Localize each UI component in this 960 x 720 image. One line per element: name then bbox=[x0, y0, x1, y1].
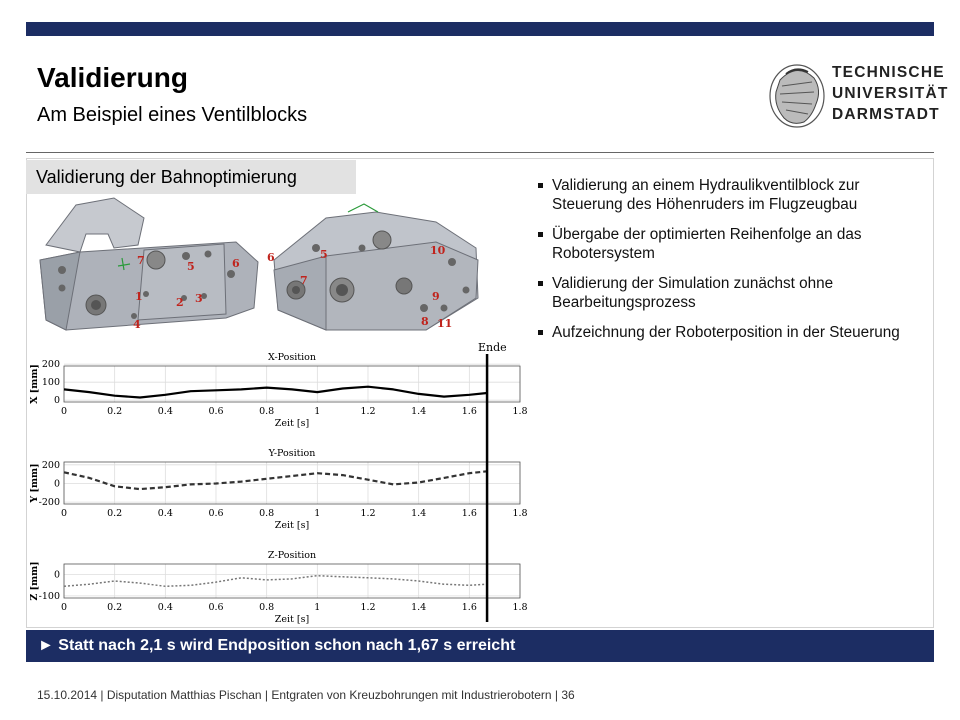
series-line bbox=[64, 471, 487, 489]
x-tick-label: 1.6 bbox=[461, 406, 477, 417]
x-tick-label: 1.4 bbox=[411, 602, 427, 613]
end-label: Ende bbox=[478, 341, 507, 354]
x-tick-label: 1 bbox=[314, 406, 321, 417]
x-tick-label: 1.8 bbox=[512, 602, 528, 613]
series-line bbox=[64, 387, 487, 398]
hole-number: 3 bbox=[195, 292, 203, 305]
university-name bbox=[832, 62, 949, 125]
university-logo bbox=[766, 60, 949, 130]
x-tick-label: 0 bbox=[60, 508, 68, 519]
x-tick-label: 0.8 bbox=[259, 406, 275, 417]
hole-number: 2 bbox=[176, 296, 184, 309]
hole-number: 11 bbox=[437, 317, 453, 330]
x-tick-label: 0.6 bbox=[208, 508, 224, 519]
university-name-line-1: TECHNISCHE bbox=[832, 64, 945, 81]
x-tick-label: 0.6 bbox=[208, 406, 224, 417]
y-position-plot bbox=[29, 448, 528, 531]
x-tick-label: 0.4 bbox=[157, 602, 173, 613]
plot-title: X-Position bbox=[268, 352, 316, 363]
y-tick-label: 200 bbox=[41, 359, 60, 371]
z-position-plot bbox=[29, 550, 528, 625]
y-axis-label: Y [mm] bbox=[29, 463, 40, 503]
bullet-item: Validierung der Simulation zunächst ohne Bearbeitungsprozess bbox=[534, 274, 934, 312]
x-tick-label: 1.4 bbox=[411, 406, 427, 417]
bullet-item: Validierung an einem Hydraulikventilblock zur Steuerung des Höhenruders im Flugzeugbau bbox=[534, 176, 934, 214]
y-axis-label: X [mm] bbox=[29, 364, 40, 404]
bullet-list bbox=[534, 176, 934, 353]
y-tick-label: 0 bbox=[53, 478, 60, 490]
bullet-item: Übergabe der optimierten Reihenfolge an das Robotersystem bbox=[534, 225, 934, 263]
x-tick-label: 1.2 bbox=[360, 406, 376, 417]
x-tick-label: 0.2 bbox=[107, 406, 123, 417]
x-tick-label: 1 bbox=[314, 508, 321, 519]
bullet-item: Aufzeichnung der Roboterposition in der Steuerung bbox=[534, 323, 934, 342]
x-axis-label: Zeit [s] bbox=[274, 520, 310, 531]
athena-head-icon bbox=[766, 60, 828, 130]
plot-frame bbox=[64, 462, 520, 504]
hole-number: 1 bbox=[135, 290, 143, 303]
x-tick-label: 0.2 bbox=[107, 602, 123, 613]
hole-number: 7 bbox=[300, 274, 308, 287]
hole-number: 7 bbox=[137, 254, 145, 267]
section-tab: Validierung der Bahnoptimierung bbox=[26, 160, 356, 194]
y-tick-label: 100 bbox=[41, 377, 60, 389]
footer: 15.10.2014 | Disputation Matthias Pischan | Entgraten von Kreuzbohrungen mit Industrierobotern | 36 bbox=[37, 688, 575, 702]
x-tick-label: 0.4 bbox=[157, 508, 173, 519]
x-tick-label: 0.2 bbox=[107, 508, 123, 519]
x-tick-label: 0.8 bbox=[259, 508, 275, 519]
y-tick-label: 200 bbox=[41, 459, 60, 471]
y-axis-label: Z [mm] bbox=[29, 561, 40, 601]
plot-title: Y-Position bbox=[268, 448, 316, 459]
result-banner: ► Statt nach 2,1 s wird Endposition schon nach 1,67 s erreicht bbox=[26, 630, 934, 662]
x-tick-label: 1.6 bbox=[461, 602, 477, 613]
validation-figure bbox=[26, 190, 528, 625]
x-tick-label: 0.6 bbox=[208, 602, 224, 613]
x-tick-label: 0 bbox=[60, 602, 68, 613]
x-tick-label: 1.8 bbox=[512, 406, 528, 417]
x-tick-label: 0.4 bbox=[157, 406, 173, 417]
page-subtitle: Am Beispiel eines Ventilblocks bbox=[37, 104, 308, 126]
valve-block-right bbox=[274, 204, 478, 330]
y-tick-label: -100 bbox=[38, 590, 60, 602]
hole-number: 9 bbox=[432, 290, 440, 303]
hole-number: 6 bbox=[267, 251, 275, 264]
hole-number: 4 bbox=[133, 318, 141, 331]
x-tick-label: 1.6 bbox=[461, 508, 477, 519]
hole-number: 5 bbox=[320, 248, 328, 261]
x-tick-label: 0.8 bbox=[259, 602, 275, 613]
valve-block-left bbox=[40, 198, 258, 330]
x-tick-label: 1 bbox=[314, 602, 321, 613]
hole-number: 10 bbox=[430, 244, 446, 257]
y-tick-label: -200 bbox=[38, 497, 60, 509]
x-axis-label: Zeit [s] bbox=[274, 418, 310, 429]
header-divider bbox=[26, 152, 934, 153]
top-bar bbox=[26, 22, 934, 36]
x-tick-label: 1.4 bbox=[411, 508, 427, 519]
x-tick-label: 1.8 bbox=[512, 508, 528, 519]
university-name-line-2: UNIVERSITÄT bbox=[832, 85, 949, 102]
series-line bbox=[64, 576, 487, 587]
x-tick-label: 0 bbox=[60, 406, 68, 417]
x-tick-label: 1.2 bbox=[360, 508, 376, 519]
figure-svg bbox=[26, 190, 528, 625]
x-position-plot bbox=[29, 352, 528, 429]
plot-title: Z-Position bbox=[267, 550, 317, 561]
hole-number: 6 bbox=[232, 257, 240, 270]
hole-number: 8 bbox=[421, 315, 429, 328]
x-axis-label: Zeit [s] bbox=[274, 614, 310, 625]
university-name-line-3: DARMSTADT bbox=[832, 106, 940, 123]
y-tick-label: 0 bbox=[53, 395, 60, 407]
hole-number: 5 bbox=[187, 260, 195, 273]
page-title: Validierung bbox=[37, 62, 188, 93]
y-tick-label: 0 bbox=[53, 569, 60, 581]
x-tick-label: 1.2 bbox=[360, 602, 376, 613]
plot-frame bbox=[64, 564, 520, 598]
